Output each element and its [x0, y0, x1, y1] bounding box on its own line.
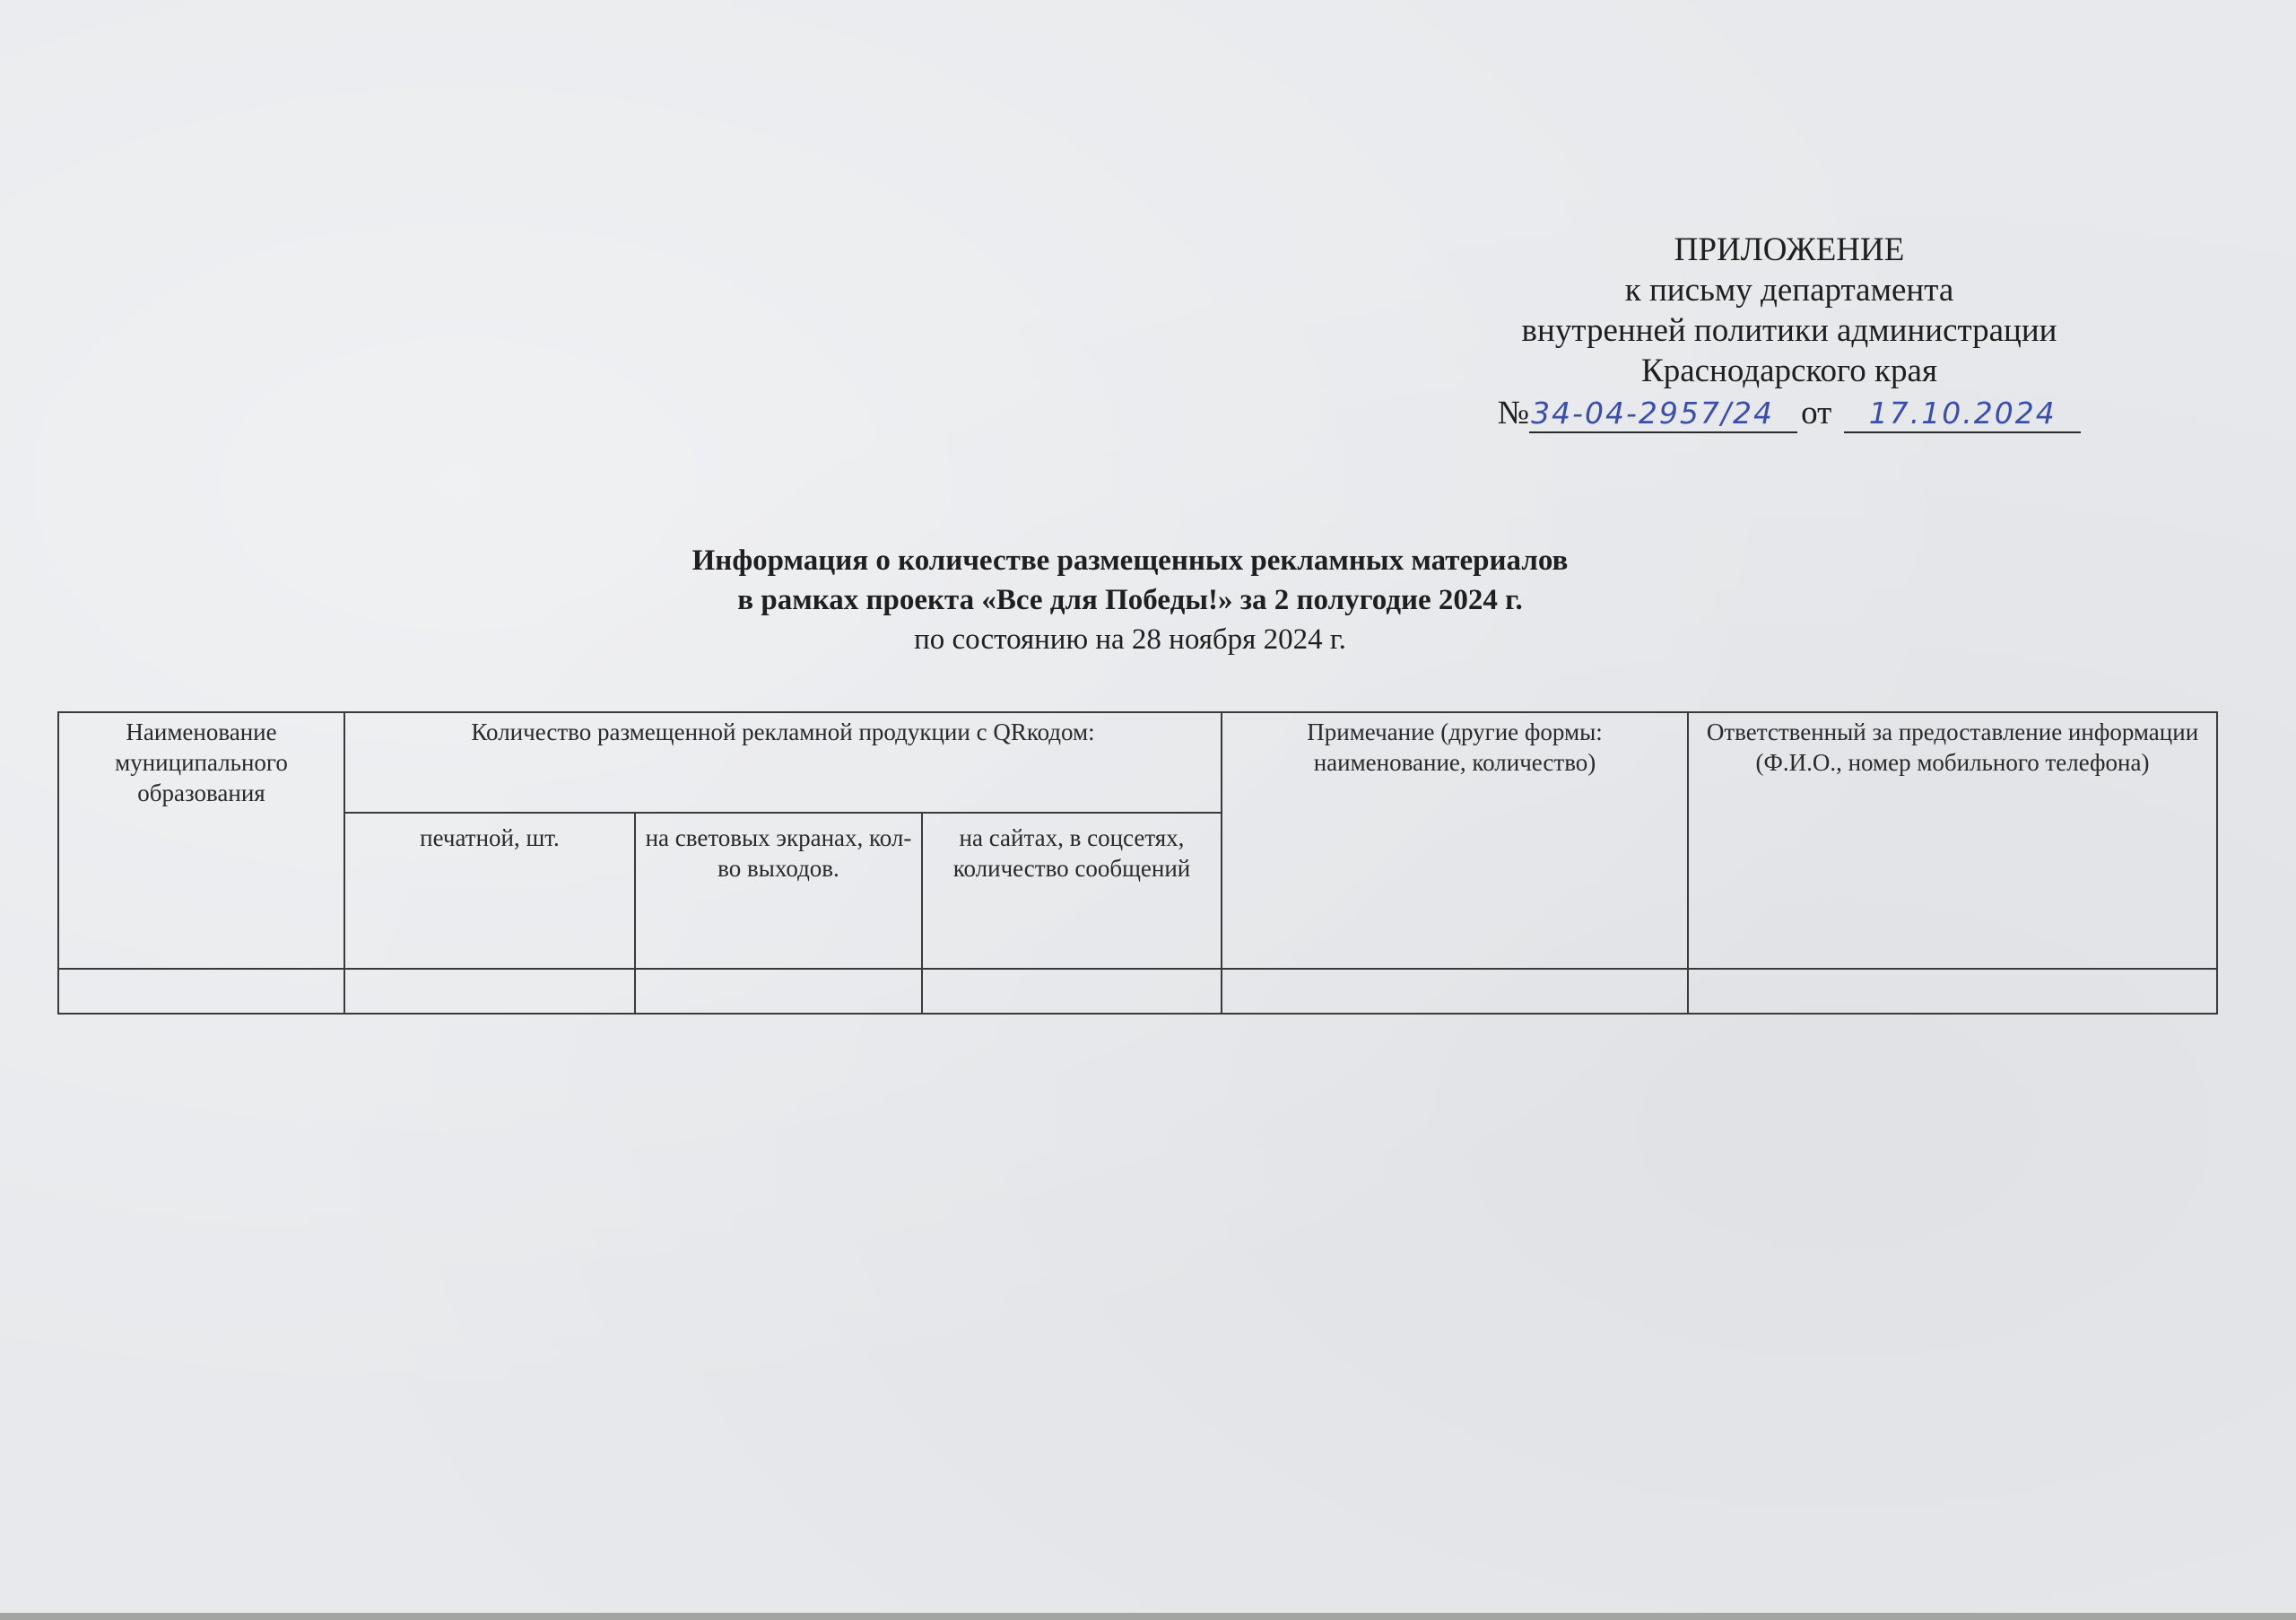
cell-municipality[interactable] [58, 969, 344, 1014]
document-title [502, 541, 1758, 659]
annex-line-2: внутренней политики администрации [1521, 312, 2057, 349]
cell-printed[interactable] [344, 969, 635, 1014]
header-note: Примечание (другие формы: наименование, количество) [1222, 712, 1688, 969]
letter-date-handwritten: 17.10.2024 [1844, 396, 2081, 433]
header-screens: на световых экранах, кол-во выходов. [635, 813, 922, 969]
annex-title: ПРИЛОЖЕНИЕ [1674, 231, 1905, 268]
report-table [57, 711, 2218, 1015]
letter-number-handwritten: 34-04-2957/24 [1529, 396, 1797, 433]
cell-note[interactable] [1222, 969, 1688, 1014]
annex-header [1435, 230, 2144, 433]
date-prefix: от [1801, 395, 1832, 431]
cell-responsible[interactable] [1688, 969, 2217, 1014]
cell-screens[interactable] [635, 969, 922, 1014]
annex-line-1: к письму департамента [1624, 272, 1954, 309]
title-line-2: в рамках проекта «Все для Победы!» за 2 полугодие 2024 г. [737, 584, 1523, 616]
header-qr-group: Количество размещенной рекламной продукции с QRкодом: [344, 712, 1222, 813]
title-subtitle-date: по состоянию на 28 ноября 2024 г. [914, 623, 1346, 656]
number-sign: № [1497, 395, 1530, 431]
table-row [58, 969, 2217, 1014]
header-sites: на сайтах, в соцсетях, количество сообщений [922, 813, 1222, 969]
header-responsible: Ответственный за предоставление информации (Ф.И.О., номер мобильного телефона) [1688, 712, 2217, 969]
header-municipality: Наименование муниципального образования [58, 712, 344, 969]
letter-reference [1435, 393, 2144, 433]
title-line-1: Информация о количестве размещенных рекламных материалов [691, 544, 1569, 577]
cell-sites[interactable] [922, 969, 1222, 1014]
header-row-1 [58, 712, 2217, 813]
annex-line-3: Краснодарского края [1641, 353, 1937, 389]
header-printed: печатной, шт. [344, 813, 635, 969]
